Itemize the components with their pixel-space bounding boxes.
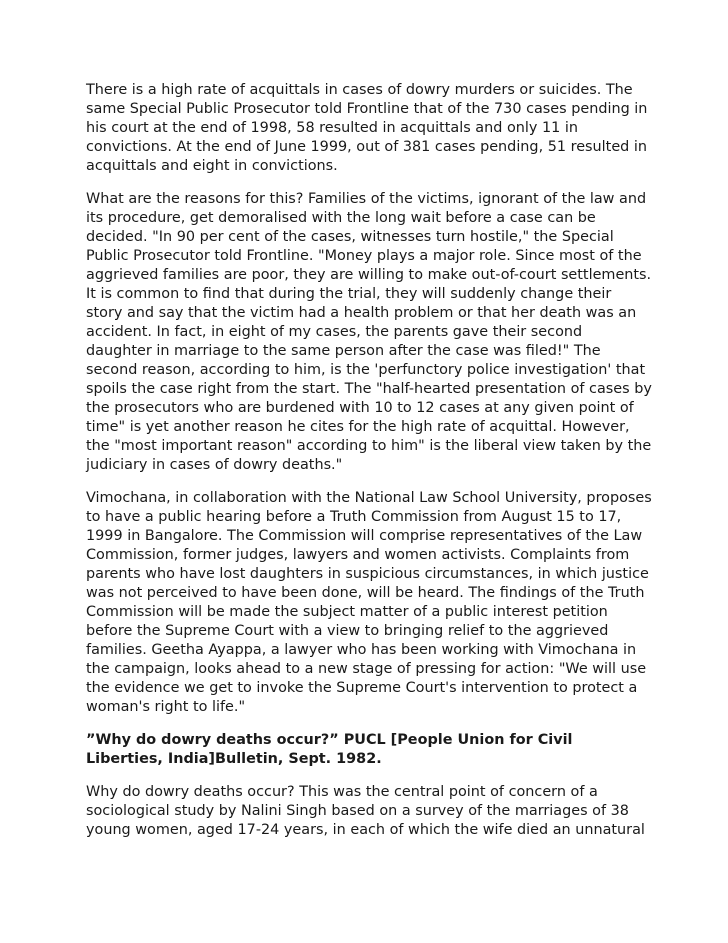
paragraph-reasons: What are the reasons for this? Families of the victims, ignorant of the law and its procedure, get demoralised with the long wait before a case can be decided. "In 90 per cent of the cases, witnesses turn hostile," the Special Public Prosecutor told Frontline. "Money plays a major role. Since most of the aggrieved families are poor, they are willing to make out-of-court settlements. It is common to find that during the trial, they will suddenly change their story and say that the victim had a health problem or that her death was an accident. In fact, in eight of my cases, the parents gave their second daughter in marriage to the same person after the case was filed!" The second reason, according to him, is the 'perfunctory police investigation' that spoils the case right from the start. The "half-hearted presentation of cases by the prosecutors who are burdened with 10 to 12 cases at any given point of time" is yet another reason he cites for the high rate of acquittal. However, the "most important reason" according to him" is the liberal view taken by the judiciary in cases of dowry deaths." — [86, 191, 652, 473]
paragraph-study: Why do dowry deaths occur? This was the central point of concern of a sociological study by Nalini Singh based on a survey of the marriages of 38 young women, aged 17-24 years, in each of which the wife died an unnatural — [86, 784, 645, 838]
paragraph-acquittals: There is a high rate of acquittals in cases of dowry murders or suicides. The same Special Public Prosecutor told Frontline that of the 730 cases pending in his court at the end of 1998, 58 resulted in acquittals and only 11 in convictions. At the end of June 1999, out of 381 cases pending, 51 resulted in acquittals and eight in convictions. — [86, 82, 648, 174]
document-page — [86, 81, 652, 854]
paragraph-vimochana: Vimochana, in collaboration with the National Law School University, proposes to have a public hearing before a Truth Commission from August 15 to 17, 1999 in Bangalore. The Commission will comprise representatives of the Law Commission, former judges, lawyers and women activists. Complaints from parents who have lost daughters in suspicious circumstances, in which justice was not perceived to have been done, will be heard. The findings of the Truth Commission will be made the subject matter of a public interest petition before the Supreme Court with a view to bringing relief to the aggrieved families. Geetha Ayappa, a lawyer who has been working with Vimochana in the campaign, looks ahead to a new stage of pressing for action: "We will use the evidence we get to invoke the Supreme Court's intervention to protect a woman's right to life." — [86, 490, 652, 715]
section-heading: ”Why do dowry deaths occur?” PUCL [People Union for Civil Liberties, India]Bulletin, Sept. 1982. — [86, 732, 573, 767]
